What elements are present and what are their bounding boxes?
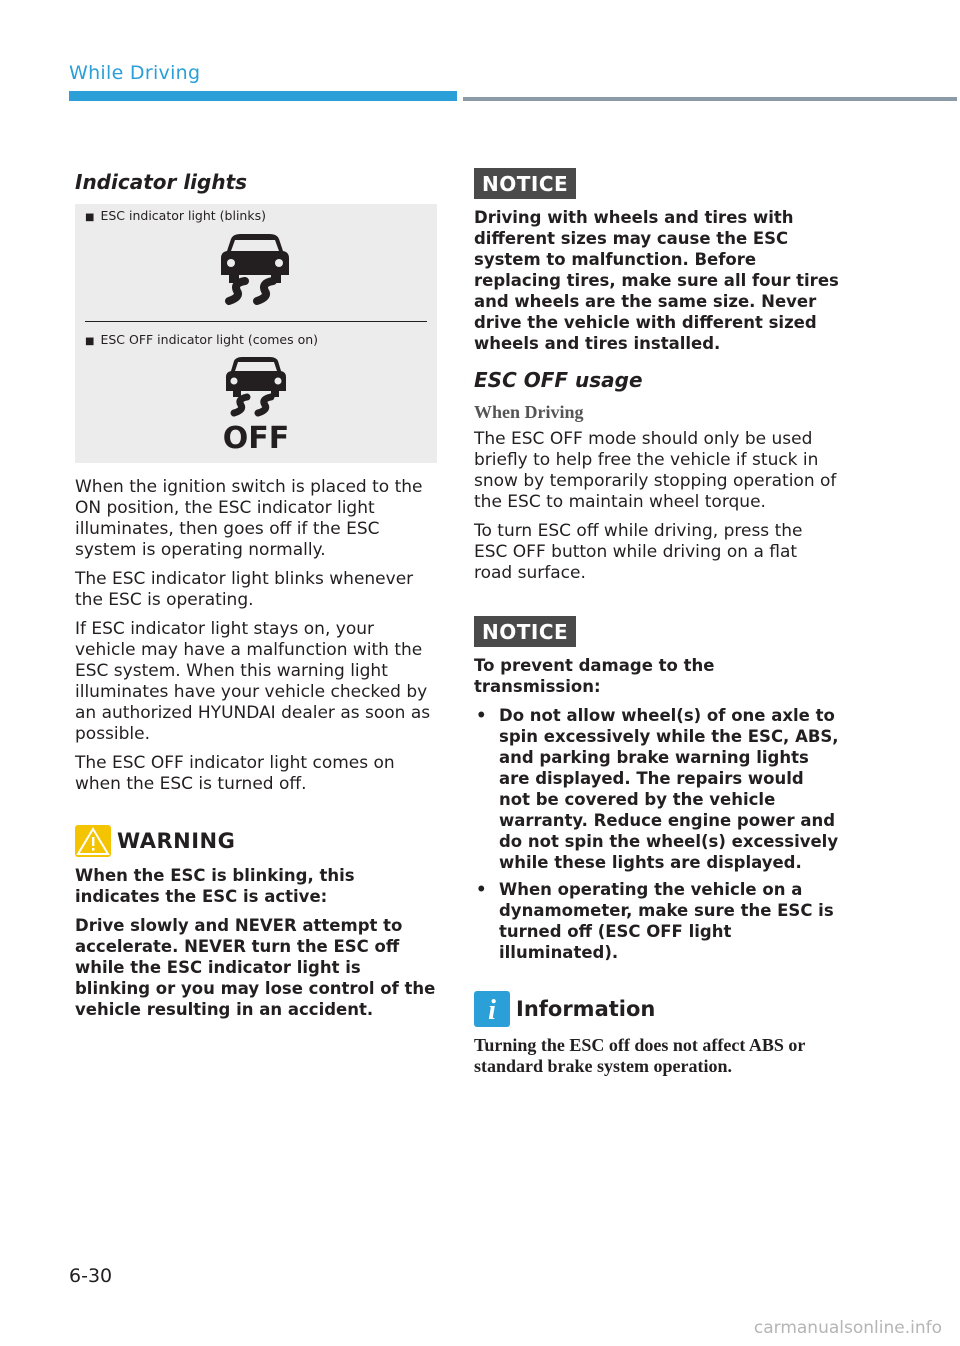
paragraph: When the ignition switch is placed to the ON position, the ESC indicator light illuminates, then goes off if the ESC system is operating normally. xyxy=(75,477,423,560)
warning-paragraph: Drive slowly and NEVER attempt to accelerate. NEVER turn the ESC off while the ESC indicator light is blinking or you may lose control of the vehicle resulting in an accident. xyxy=(75,916,436,1019)
warning-paragraph: When the ESC is blinking, this indicates the ESC is active: xyxy=(75,866,355,906)
right-column xyxy=(474,168,840,1077)
header-rule xyxy=(463,97,957,101)
bullet-dot: • xyxy=(476,880,487,899)
square-bullet: ■ xyxy=(85,336,95,347)
indicator-divider xyxy=(85,321,427,322)
watermark: carmanualsonline.info xyxy=(753,1318,942,1338)
notice-header xyxy=(474,616,840,647)
notice-intro: To prevent damage to the transmission: xyxy=(474,656,715,696)
warning-header xyxy=(75,825,437,857)
notice-list xyxy=(474,705,840,963)
esc-off-icon xyxy=(221,355,291,451)
indicator-caption-esc-off: ■ ESC OFF indicator light (comes on) xyxy=(85,332,319,347)
warning-label: WARNING xyxy=(117,829,236,853)
bullet-dot: • xyxy=(476,706,487,725)
warning-icon xyxy=(75,825,111,857)
information-label: Information xyxy=(516,997,656,1021)
information-icon xyxy=(474,991,510,1027)
paragraph: The ESC OFF indicator light comes on when the ESC is turned off. xyxy=(75,753,395,794)
paragraph: To turn ESC off while driving, press the ESC OFF button while driving on a flat road surface. xyxy=(474,521,803,583)
chapter-title: While Driving xyxy=(69,62,201,84)
information-header xyxy=(474,991,840,1027)
notice-label: NOTICE xyxy=(474,616,576,647)
page-number: 6-30 xyxy=(69,1265,113,1287)
subsection-title: When Driving xyxy=(474,402,584,422)
paragraph: The ESC OFF mode should only be used briefly to help free the vehicle if stuck in snow by temporarily stopping operation of the ESC to maintain wheel torque. xyxy=(474,429,837,512)
esc-off-icon-text: OFF xyxy=(222,421,290,451)
section-title-indicator-lights: Indicator lights xyxy=(75,170,248,194)
svg-text:i: i xyxy=(488,995,496,1026)
indicator-panel xyxy=(75,204,437,463)
esc-icon xyxy=(213,231,299,313)
header-rule-accent xyxy=(69,91,457,101)
square-bullet: ■ xyxy=(85,212,95,223)
notice-label: NOTICE xyxy=(474,168,576,199)
indicator-caption-esc: ■ ESC indicator light (blinks) xyxy=(85,208,266,223)
information-text: Turning the ESC off does not affect ABS or standard brake system operation. xyxy=(474,1035,806,1076)
notice-text: Driving with wheels and tires with different sizes may cause the ESC system to malfunction. Before replacing tires, make sure all four tires and wheels are the same size. Never drive the vehicle with different sized wheels and tires installed. xyxy=(474,208,839,353)
notice-header xyxy=(474,168,840,199)
list-item: • When operating the vehicle on a dynamometer, make sure the ESC is turned off (ESC OFF light illuminated). xyxy=(476,880,834,962)
paragraph: If ESC indicator light stays on, your vehicle may have a malfunction with the ESC system. When this warning light illuminates have your vehicle checked by an authorized HYUNDAI dealer as soon as possible. xyxy=(75,619,431,744)
left-column xyxy=(75,170,437,1028)
paragraph: The ESC indicator light blinks whenever the ESC is operating. xyxy=(75,569,414,610)
list-item: • Do not allow wheel(s) of one axle to spin excessively while the ESC, ABS, and parking brake warning lights are displayed. The repairs would not be covered by the vehicle warranty. Reduce engine power and do not spin the wheel(s) excessively while these lights are displayed. xyxy=(476,706,839,872)
section-title-esc-off-usage: ESC OFF usage xyxy=(474,368,643,392)
